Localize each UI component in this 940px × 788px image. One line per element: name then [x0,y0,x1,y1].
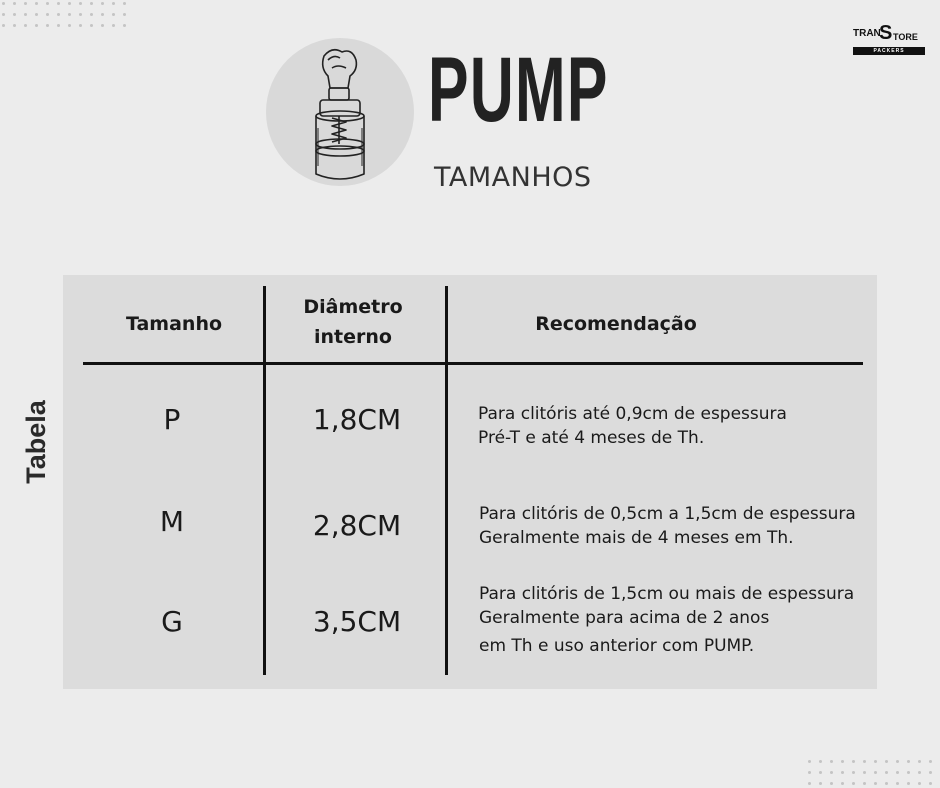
decorative-dot [46,2,49,5]
decorative-dot [819,771,822,774]
decorative-dot [841,760,844,763]
decorative-dot [929,782,932,785]
row-m-size: M [159,505,185,538]
decorative-dot [101,2,104,5]
decorative-dot [918,771,921,774]
decorative-dot [841,782,844,785]
row-g-rec-line3: em Th e uso anterior com PUMP. [479,636,755,656]
decorative-dot [929,771,932,774]
decorative-dot [35,2,38,5]
decorative-dot [918,782,921,785]
page-subtitle: TAMANHOS [434,162,592,193]
hero-circle [266,38,414,186]
decorative-dot [24,13,27,16]
decorative-dot [830,760,833,763]
header-diameter-line1: Diâmetro [303,296,403,318]
decorative-dot [57,24,60,27]
decorative-dot [819,782,822,785]
decorative-dot [123,13,126,16]
decorative-dot [123,2,126,5]
header-diameter [273,292,433,352]
decorative-dot [830,771,833,774]
row-m-diameter: 2,8CM [312,509,402,542]
row-p-diameter: 1,8CM [312,403,402,436]
decorative-dot [112,13,115,16]
decorative-dot [896,760,899,763]
header-size: Tamanho [125,313,223,335]
decorative-dot [907,782,910,785]
row-m-rec-line2: Geralmente mais de 4 meses em Th. [479,528,794,548]
decorative-dot [2,2,5,5]
row-g-rec-line2: Geralmente para acima de 2 anos [479,608,770,628]
decorative-dot [79,2,82,5]
decorative-dot [112,24,115,27]
header-recommendation: Recomendação [535,313,697,335]
row-g-diameter: 3,5CM [312,605,402,638]
decorative-dot [896,771,899,774]
decorative-dot [874,771,877,774]
decorative-dot [907,760,910,763]
decorative-dot [808,760,811,763]
decorative-dot [896,782,899,785]
decorative-dot [918,760,921,763]
logo-letter-s: S [879,22,893,44]
column-divider-2 [445,286,448,675]
decorative-dot [885,760,888,763]
decorative-dot [123,24,126,27]
logo-word-tran: TRAN [853,28,881,39]
row-p-rec-line1: Para clitóris até 0,9cm de espessura [478,404,787,424]
decorative-dot [874,782,877,785]
decorative-dot [2,24,5,27]
decorative-dot [874,760,877,763]
suction-pump-icon [266,38,414,186]
decorative-dot [841,771,844,774]
decorative-dot [885,782,888,785]
decorative-dot [68,2,71,5]
decorative-dot [46,24,49,27]
side-label: Tabela [21,400,51,484]
decorative-dot [68,24,71,27]
decorative-dot [863,782,866,785]
decorative-dot [13,24,16,27]
decorative-dot [863,760,866,763]
decorative-dot [101,24,104,27]
decorative-dot [808,771,811,774]
decorative-dot [90,2,93,5]
row-p-size: P [163,403,181,436]
decorative-dot [2,13,5,16]
row-g-rec-line1: Para clitóris de 1,5cm ou mais de espessura [479,584,855,604]
decorative-dot [852,782,855,785]
decorative-dot [57,13,60,16]
decorative-dot [112,2,115,5]
decorative-dot [863,771,866,774]
decorative-dot [852,771,855,774]
row-m-rec-line1: Para clitóris de 0,5cm a 1,5cm de espessura [479,504,856,524]
decorative-dot [35,24,38,27]
decorative-dot [13,2,16,5]
decorative-dot [907,771,910,774]
logo-word-tore: TORE [893,32,918,42]
decorative-dot [57,2,60,5]
decorative-dot [68,13,71,16]
brand-logo [853,22,925,56]
header-divider [83,362,863,365]
size-table [63,275,877,689]
decorative-dot [929,760,932,763]
decorative-dot [830,782,833,785]
decorative-dot [24,24,27,27]
row-p-rec-line2: Pré-T e até 4 meses de Th. [478,428,705,448]
page-title: PUMP [428,39,609,141]
decorative-dot [24,2,27,5]
decorative-dot [35,13,38,16]
row-g-recommendation [479,582,854,658]
decorative-dot [852,760,855,763]
decorative-dot [90,24,93,27]
row-g-size: G [161,605,183,638]
header-diameter-line2: interno [314,326,392,348]
logo-tagline: PACKERS [873,48,905,54]
column-divider-1 [263,286,266,675]
decorative-dot [46,13,49,16]
decorative-dot [808,782,811,785]
decorative-dot [101,13,104,16]
decorative-dot [79,13,82,16]
decorative-dot [79,24,82,27]
row-m-recommendation [479,502,856,550]
row-p-recommendation [478,402,787,450]
decorative-dot [885,771,888,774]
decorative-dot [13,13,16,16]
decorative-dot [819,760,822,763]
decorative-dot [90,13,93,16]
